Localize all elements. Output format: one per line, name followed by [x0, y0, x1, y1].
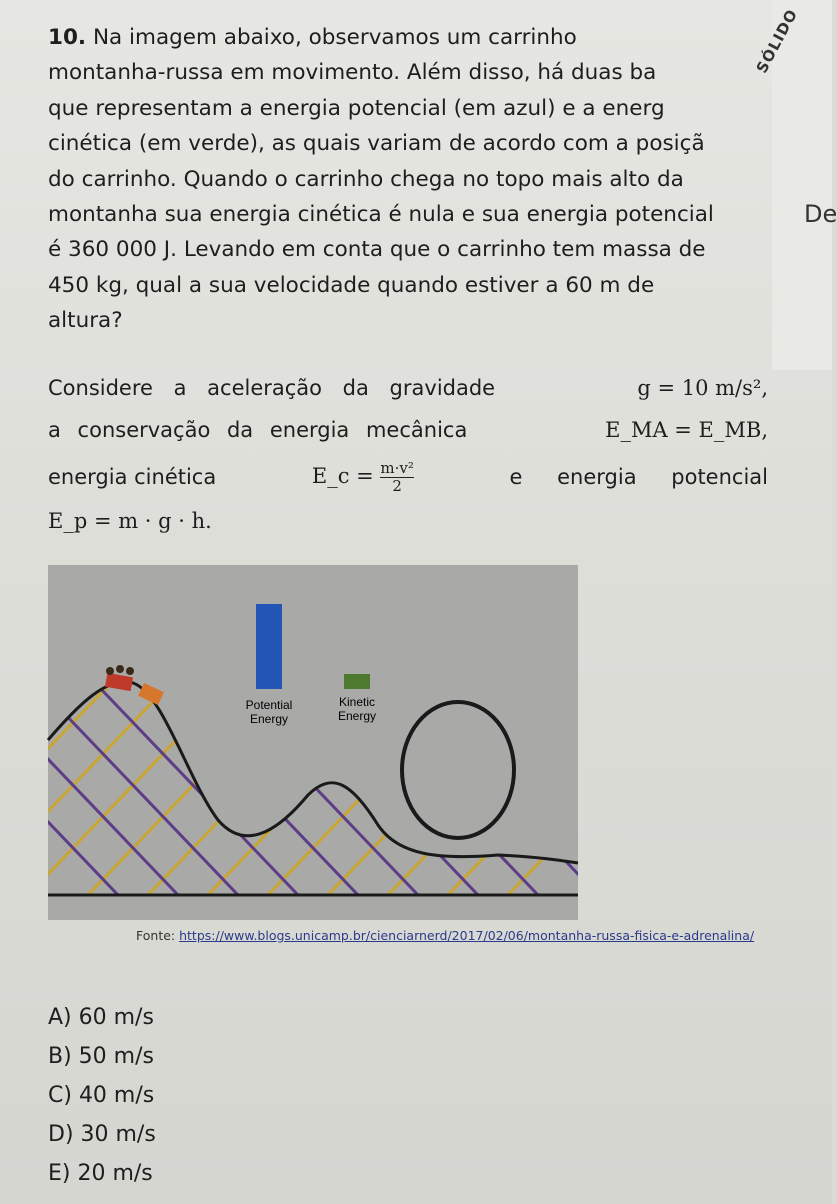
- potential-label-1: Potential: [245, 698, 293, 712]
- kinetic-text: energia cinética: [48, 464, 217, 489]
- source-label: Fonte:: [136, 928, 176, 943]
- question-line-4: cinética (em verde), as quais variam de acordo com a posiçã: [48, 131, 705, 157]
- kinetic-formula: [312, 458, 414, 495]
- option-e[interactable]: E) 20 m/s: [48, 1161, 153, 1186]
- potential-energy-bar: [256, 604, 282, 689]
- source-link[interactable]: https://www.blogs.unicamp.br/cienciarnerd/2017/02/06/montanha-russa-fisica-e-adrenalina/: [179, 928, 755, 943]
- question-line-2: montanha-russa em movimento. Além disso, há duas ba: [48, 60, 657, 86]
- option-c[interactable]: C) 40 m/s: [48, 1083, 155, 1108]
- margin-letters: De: [804, 200, 837, 228]
- option-b[interactable]: B) 50 m/s: [48, 1044, 154, 1069]
- question-line-7: é 360 000 J. Levando em conta que o carrinho tem massa de: [48, 237, 706, 263]
- kinetic-fraction: [380, 460, 413, 495]
- figure-background: [48, 565, 578, 920]
- answer-options: [48, 998, 156, 1193]
- kinetic-denominator: 2: [392, 477, 402, 495]
- margin-stamp: SÓLIDO: [752, 5, 802, 77]
- option-d[interactable]: D) 30 m/s: [48, 1122, 156, 1147]
- figure-source: [136, 928, 754, 943]
- question-text: [48, 20, 768, 339]
- question-number: 10.: [48, 25, 87, 50]
- potential-label-2: Energy: [249, 712, 289, 726]
- question-line-9: altura?: [48, 308, 123, 334]
- kinetic-lhs: E_c =: [311, 464, 374, 488]
- question-line-8: 450 kg, qual a sua velocidade quando estiver a 60 m de: [48, 272, 655, 298]
- gravity-text: Considere a aceleração da gravidade: [48, 376, 496, 400]
- question-line-1: [48, 20, 768, 55]
- gravity-formula: g = 10 m/s²,: [637, 376, 768, 400]
- page-margin: [772, 0, 832, 370]
- kinetic-label-2: Energy: [337, 709, 377, 723]
- question-line-3: que representam a energia potencial (em azul) e a energ: [48, 95, 665, 121]
- roller-coaster-illustration: [48, 565, 578, 920]
- kinetic-label-1: Kinetic: [338, 695, 376, 709]
- conservation-formula: E_MA = E_MB,: [605, 418, 768, 442]
- question-line-6: montanha sua energia cinética é nula e sua energia potencial: [48, 202, 714, 228]
- kinetic-energy-bar: [344, 674, 370, 689]
- question-line-5: do carrinho. Quando o carrinho chega no topo mais alto da: [48, 166, 684, 192]
- roller-coaster-figure: [48, 565, 578, 920]
- question-line-text: Na imagem abaixo, observamos um carrinho: [92, 25, 577, 50]
- kinetic-row: [48, 458, 768, 495]
- conservation-text: a conservação da energia mecânica: [48, 418, 468, 442]
- potential-formula: E_p = m · g · h.: [48, 509, 212, 533]
- gravity-row: [48, 370, 768, 406]
- potential-text: e energia potencial: [509, 464, 768, 489]
- kinetic-numerator: m·v²: [380, 459, 414, 477]
- option-a[interactable]: A) 60 m/s: [48, 1005, 154, 1030]
- considerations-block: [48, 370, 768, 539]
- conservation-row: [48, 412, 768, 448]
